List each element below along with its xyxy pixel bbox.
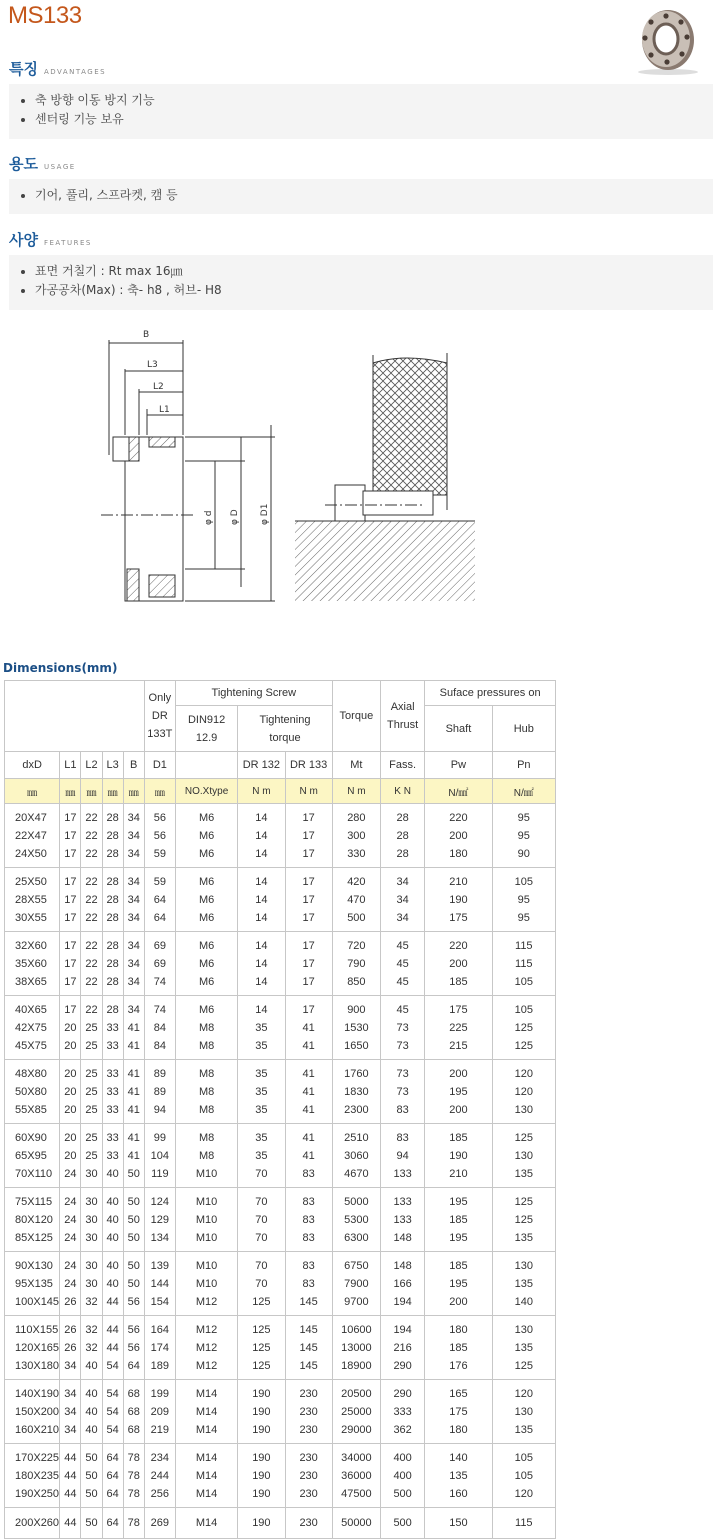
- table-cell: 220 200 180: [425, 804, 492, 868]
- table-cell: 14 35 35: [238, 996, 285, 1060]
- table-cell: 105 105 120: [492, 1444, 555, 1508]
- table-cell: M6 M6 M6: [175, 868, 237, 932]
- table-cell: 33 33 33: [102, 1060, 123, 1124]
- table-cell: M8 M8 M8: [175, 1060, 237, 1124]
- table-cell: 194 216 290: [381, 1316, 425, 1380]
- table-cell: 125 125 125: [238, 1316, 285, 1380]
- table-cell: M12 M12 M12: [175, 1316, 237, 1380]
- unit-cell: ㎜: [60, 779, 81, 804]
- table-cell: 70 70 70: [238, 1188, 285, 1252]
- table-cell: 199 209 219: [144, 1380, 175, 1444]
- unit-cell: ㎜: [102, 779, 123, 804]
- table-cell: 150: [425, 1508, 492, 1539]
- column-header: L2: [81, 752, 102, 779]
- table-cell: 74 84 84: [144, 996, 175, 1060]
- table-cell: 56 56 59: [144, 804, 175, 868]
- table-cell: 190 190 190: [238, 1380, 285, 1444]
- unit-cell: N/㎟: [425, 779, 492, 804]
- table-row: [5, 1060, 556, 1124]
- table-cell: 32 32 40: [81, 1316, 102, 1380]
- list-item: • 기어, 풀리, 스프라켓, 캠 등: [35, 186, 713, 205]
- table-cell: 73 73 83: [381, 1060, 425, 1124]
- table-cell: 28 33 33: [102, 996, 123, 1060]
- label-l3: L3: [147, 360, 158, 370]
- table-cell: 28 28 28: [381, 804, 425, 868]
- table-cell: 180 185 176: [425, 1316, 492, 1380]
- table-cell: 44 44 54: [102, 1316, 123, 1380]
- table-row: [5, 868, 556, 932]
- table-cell: 50: [81, 1508, 102, 1539]
- table-cell: 200 195 200: [425, 1060, 492, 1124]
- column-header: Fass.: [381, 752, 425, 779]
- column-header: L1: [60, 752, 81, 779]
- table-cell: 230: [285, 1508, 332, 1539]
- axial-thrust-header: Axial Thrust: [381, 681, 425, 752]
- tightening-screw-header: Tightening Screw: [175, 681, 332, 706]
- advantages-heading: 특징 ADVANTAGES: [9, 60, 107, 78]
- table-cell: 34 34 34: [123, 804, 144, 868]
- table-cell: 17 17 17: [285, 804, 332, 868]
- list-item: • 표면 거칠기 : Rt max 16㎛: [35, 262, 713, 281]
- features-heading: 사양 FEATURES: [9, 231, 92, 249]
- table-row: [5, 1252, 556, 1316]
- dimensions-table: [4, 680, 556, 1539]
- table-cell: 130 135 140: [492, 1252, 555, 1316]
- table-cell: 44 44 44: [60, 1444, 81, 1508]
- table-cell: 164 174 189: [144, 1316, 175, 1380]
- table-cell: 35 35 70: [238, 1124, 285, 1188]
- table-cell: 190: [238, 1508, 285, 1539]
- table-cell: 148 166 194: [381, 1252, 425, 1316]
- table-cell: 195 185 195: [425, 1188, 492, 1252]
- table-cell: 14 14 14: [238, 868, 285, 932]
- table-cell: 64: [102, 1508, 123, 1539]
- table-cell: 220 200 185: [425, 932, 492, 996]
- table-cell: 26 26 34: [60, 1316, 81, 1380]
- table-cell: 34 41 41: [123, 996, 144, 1060]
- label-l2: L2: [153, 382, 164, 392]
- table-cell: 25 25 25: [81, 1060, 102, 1124]
- table-cell: 20X47 22X47 24X50: [5, 804, 60, 868]
- torque-header: Torque: [332, 681, 380, 752]
- table-cell: 145 145 145: [285, 1316, 332, 1380]
- table-cell: 24 24 26: [60, 1252, 81, 1316]
- table-cell: 17 17 17: [60, 932, 81, 996]
- table-cell: 41 41 41: [285, 1060, 332, 1124]
- unit-cell: NO.Xtype: [175, 779, 237, 804]
- table-row: [5, 1380, 556, 1444]
- unit-cell: ㎜: [81, 779, 102, 804]
- table-cell: 59 64 64: [144, 868, 175, 932]
- table-cell: 110X155 120X165 130X180: [5, 1316, 60, 1380]
- table-cell: 170X225 180X235 190X250: [5, 1444, 60, 1508]
- table-cell: 48X80 50X80 55X85: [5, 1060, 60, 1124]
- table-cell: 30 30 32: [81, 1252, 102, 1316]
- list-item: • 축 방향 이동 방지 기능: [35, 91, 713, 110]
- technical-drawing: [95, 325, 495, 615]
- table-cell: 32X60 35X60 38X65: [5, 932, 60, 996]
- table-cell: M14 M14 M14: [175, 1444, 237, 1508]
- table-cell: 22 22 22: [81, 804, 102, 868]
- table-cell: 190 190 190: [238, 1444, 285, 1508]
- table-cell: 22 22 22: [81, 868, 102, 932]
- table-cell: 22 22 22: [81, 932, 102, 996]
- table-cell: 234 244 256: [144, 1444, 175, 1508]
- table-cell: 10600 13000 18900: [332, 1316, 380, 1380]
- table-cell: 95 95 90: [492, 804, 555, 868]
- table-cell: 17 20 20: [60, 996, 81, 1060]
- table-cell: 40 40 44: [102, 1252, 123, 1316]
- table-cell: M14: [175, 1508, 237, 1539]
- table-cell: 17 17 17: [60, 804, 81, 868]
- table-cell: 90X130 95X135 100X145: [5, 1252, 60, 1316]
- table-cell: 50 50 56: [123, 1252, 144, 1316]
- table-cell: 139 144 154: [144, 1252, 175, 1316]
- table-cell: 41 41 41: [123, 1060, 144, 1124]
- table-cell: 290 333 362: [381, 1380, 425, 1444]
- features-box: [9, 255, 713, 310]
- table-cell: 24 24 24: [60, 1188, 81, 1252]
- table-cell: 17 17 17: [285, 868, 332, 932]
- table-cell: 269: [144, 1508, 175, 1539]
- table-cell: 34000 36000 47500: [332, 1444, 380, 1508]
- table-cell: 64 64 64: [102, 1444, 123, 1508]
- column-header: dxD: [5, 752, 60, 779]
- unit-cell: ㎜: [123, 779, 144, 804]
- table-cell: 17 41 41: [285, 996, 332, 1060]
- unit-cell: ㎜: [5, 779, 60, 804]
- table-cell: 20 20 24: [60, 1124, 81, 1188]
- page-title: MS133: [8, 2, 82, 29]
- column-header: Pw: [425, 752, 492, 779]
- table-row: [5, 1188, 556, 1252]
- table-cell: 115 115 105: [492, 932, 555, 996]
- column-header: D1: [144, 752, 175, 779]
- table-cell: 900 1530 1650: [332, 996, 380, 1060]
- table-cell: 1760 1830 2300: [332, 1060, 380, 1124]
- table-cell: 14 14 14: [238, 932, 285, 996]
- table-cell: 185 195 200: [425, 1252, 492, 1316]
- table-cell: 200X260: [5, 1508, 60, 1539]
- table-cell: M8 M8 M10: [175, 1124, 237, 1188]
- table-cell: 68 68 68: [123, 1380, 144, 1444]
- table-cell: 41 41 50: [123, 1124, 144, 1188]
- table-cell: M6 M6 M6: [175, 932, 237, 996]
- table-row: [5, 1444, 556, 1508]
- table-row: [5, 932, 556, 996]
- table-cell: 2510 3060 4670: [332, 1124, 380, 1188]
- table-cell: 17 17 17: [60, 868, 81, 932]
- table-cell: 75X115 80X120 85X125: [5, 1188, 60, 1252]
- table-row: [5, 996, 556, 1060]
- tightening-torque-header: Tightening torque: [238, 706, 333, 752]
- table-cell: 83 94 133: [381, 1124, 425, 1188]
- table-cell: 60X90 65X95 70X110: [5, 1124, 60, 1188]
- table-cell: 56 56 64: [123, 1316, 144, 1380]
- table-cell: 28 28 28: [102, 932, 123, 996]
- table-cell: 25 25 30: [81, 1124, 102, 1188]
- table-cell: 99 104 119: [144, 1124, 175, 1188]
- table-cell: 120 130 135: [492, 1380, 555, 1444]
- table-cell: 420 470 500: [332, 868, 380, 932]
- table-cell: 14 14 14: [238, 804, 285, 868]
- table-cell: 400 400 500: [381, 1444, 425, 1508]
- unit-cell: N m: [285, 779, 332, 804]
- table-cell: 28 28 28: [102, 804, 123, 868]
- table-cell: 40 40 40: [81, 1380, 102, 1444]
- table-cell: 35 35 35: [238, 1060, 285, 1124]
- table-cell: 78: [123, 1508, 144, 1539]
- label-d: φ d: [204, 510, 214, 525]
- table-cell: 28 28 28: [102, 868, 123, 932]
- table-row: [5, 1508, 556, 1539]
- table-cell: 50 50 50: [123, 1188, 144, 1252]
- table-cell: 34 34 34: [123, 868, 144, 932]
- table-cell: 105 125 125: [492, 996, 555, 1060]
- table-cell: 89 89 94: [144, 1060, 175, 1124]
- table-cell: 120 120 130: [492, 1060, 555, 1124]
- unit-cell: ㎜: [144, 779, 175, 804]
- column-header: DR 132: [238, 752, 285, 779]
- table-cell: 22 25 25: [81, 996, 102, 1060]
- table-cell: 140 135 160: [425, 1444, 492, 1508]
- table-cell: 5000 5300 6300: [332, 1188, 380, 1252]
- usage-heading: 용도 USAGE: [9, 155, 76, 173]
- unit-cell: N m: [332, 779, 380, 804]
- advantages-box: [9, 84, 713, 139]
- table-cell: 83 83 145: [285, 1252, 332, 1316]
- table-cell: 34 34 34: [381, 868, 425, 932]
- table-cell: 20 20 20: [60, 1060, 81, 1124]
- table-cell: 34 34 34: [123, 932, 144, 996]
- list-item: • 가공공차(Max) : 축- h8 , 허브- H8: [35, 281, 713, 300]
- table-cell: M6 M6 M6: [175, 804, 237, 868]
- table-row: [5, 1124, 556, 1188]
- table-cell: M6 M8 M8: [175, 996, 237, 1060]
- table-cell: M14 M14 M14: [175, 1380, 237, 1444]
- table-row: [5, 804, 556, 868]
- table-cell: 230 230 230: [285, 1444, 332, 1508]
- list-item: • 센터링 기능 보유: [35, 110, 713, 129]
- column-header: Pn: [492, 752, 555, 779]
- table-cell: 50 50 50: [81, 1444, 102, 1508]
- label-l1: L1: [159, 405, 170, 415]
- table-cell: 133 133 148: [381, 1188, 425, 1252]
- table-cell: 41 41 83: [285, 1124, 332, 1188]
- table-cell: 45 73 73: [381, 996, 425, 1060]
- table-cell: 70 70 125: [238, 1252, 285, 1316]
- table-cell: 185 190 210: [425, 1124, 492, 1188]
- table-cell: M10 M10 M10: [175, 1188, 237, 1252]
- table-cell: 720 790 850: [332, 932, 380, 996]
- table-cell: 175 225 215: [425, 996, 492, 1060]
- label-b: B: [143, 330, 150, 340]
- table-cell: 230 230 230: [285, 1380, 332, 1444]
- column-header: B: [123, 752, 144, 779]
- hub-header: Hub: [492, 706, 555, 752]
- table-cell: 125 125 135: [492, 1188, 555, 1252]
- dimensions-title: Dimensions(mm): [3, 661, 118, 675]
- table-cell: 83 83 83: [285, 1188, 332, 1252]
- din912-header: DIN912 12.9: [175, 706, 237, 752]
- table-cell: 34 34 34: [60, 1380, 81, 1444]
- table-cell: 30 30 30: [81, 1188, 102, 1252]
- table-cell: 25X50 28X55 30X55: [5, 868, 60, 932]
- table-cell: 124 129 134: [144, 1188, 175, 1252]
- unit-cell: K N: [381, 779, 425, 804]
- table-cell: 105 95 95: [492, 868, 555, 932]
- column-header: [175, 752, 237, 779]
- table-cell: 20500 25000 29000: [332, 1380, 380, 1444]
- table-cell: 33 33 40: [102, 1124, 123, 1188]
- column-header: DR 133: [285, 752, 332, 779]
- table-cell: 140X190 150X200 160X210: [5, 1380, 60, 1444]
- unit-cell: N/㎟: [492, 779, 555, 804]
- table-cell: 280 300 330: [332, 804, 380, 868]
- unit-cell: N m: [238, 779, 285, 804]
- table-cell: 500: [381, 1508, 425, 1539]
- column-header: L3: [102, 752, 123, 779]
- only-dr133t-header: Only DR 133T: [144, 681, 175, 752]
- table-cell: 45 45 45: [381, 932, 425, 996]
- table-cell: 165 175 180: [425, 1380, 492, 1444]
- table-cell: 210 190 175: [425, 868, 492, 932]
- table-cell: 69 69 74: [144, 932, 175, 996]
- table-cell: 78 78 78: [123, 1444, 144, 1508]
- label-d1: φ D1: [260, 503, 270, 525]
- table-row: [5, 1316, 556, 1380]
- table-cell: 50000: [332, 1508, 380, 1539]
- table-cell: 6750 7900 9700: [332, 1252, 380, 1316]
- table-cell: 17 17 17: [285, 932, 332, 996]
- table-cell: 130 135 125: [492, 1316, 555, 1380]
- table-cell: M10 M10 M12: [175, 1252, 237, 1316]
- table-cell: 40 40 40: [102, 1188, 123, 1252]
- surface-pressure-header: Suface pressures on: [425, 681, 556, 706]
- shaft-header: Shaft: [425, 706, 492, 752]
- table-cell: 44: [60, 1508, 81, 1539]
- table-cell: 125 130 135: [492, 1124, 555, 1188]
- table-cell: 54 54 54: [102, 1380, 123, 1444]
- table-cell: 40X65 42X75 45X75: [5, 996, 60, 1060]
- ring-locking-element-icon: [632, 4, 702, 76]
- column-header: Mt: [332, 752, 380, 779]
- table-cell: 115: [492, 1508, 555, 1539]
- label-dd: φ D: [230, 509, 240, 525]
- usage-box: [9, 179, 713, 214]
